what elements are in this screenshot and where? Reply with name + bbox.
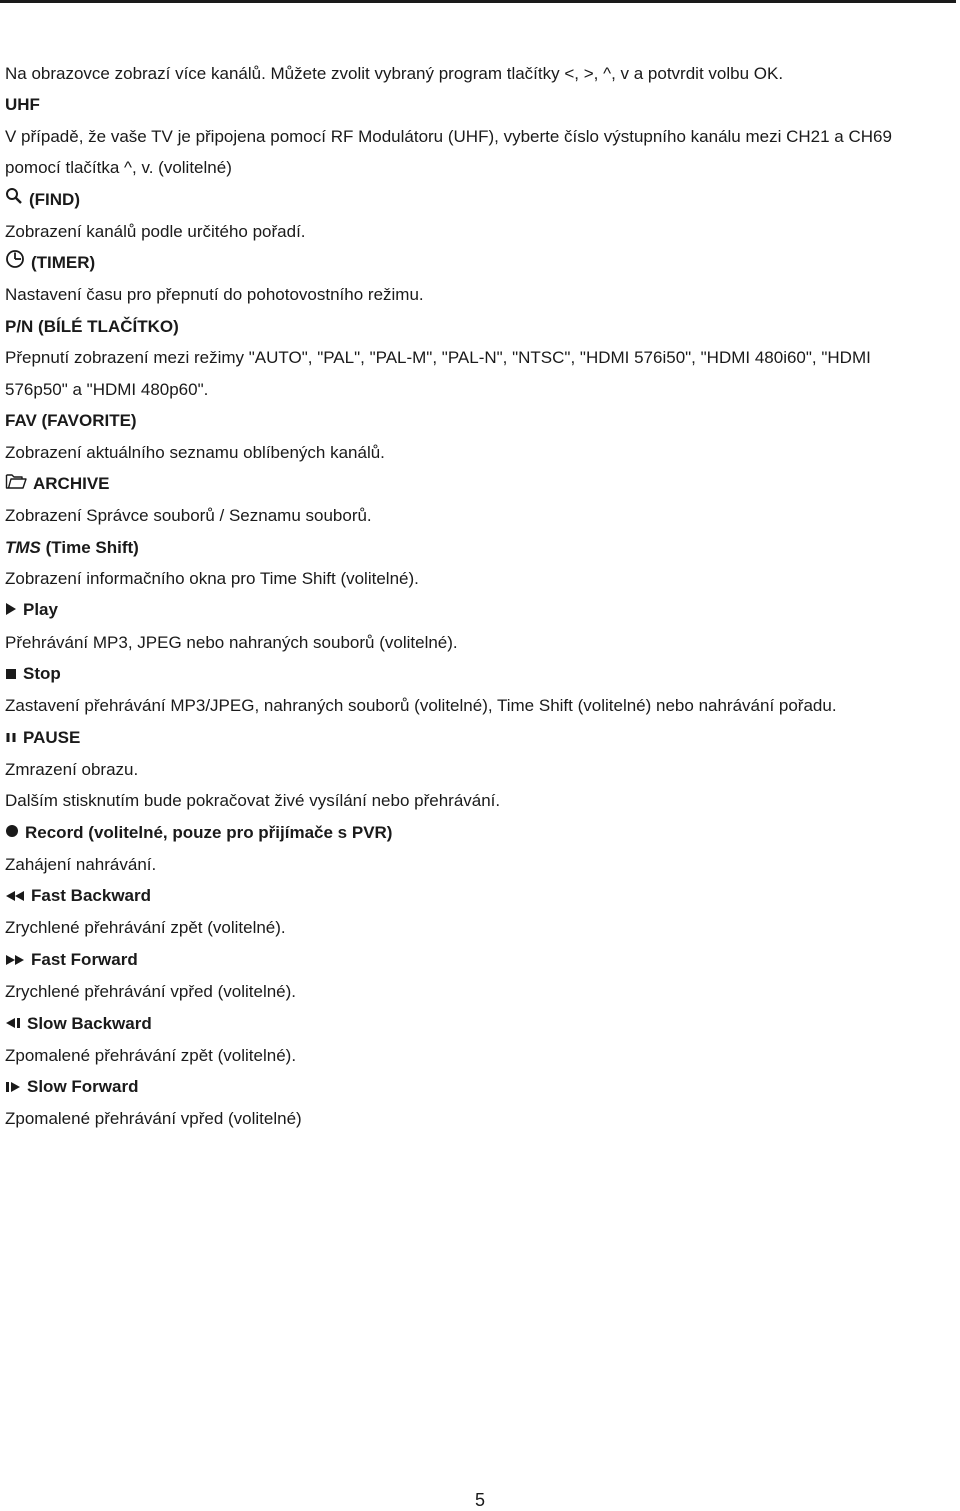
record-title: Record (volitelné, pouze pro přijímače s PVR) [25, 822, 393, 842]
slow-backward-text: Zpomalené přehrávání zpět (volitelné). [5, 1045, 297, 1065]
play-title: Play [23, 600, 58, 620]
uhf-text-1: V případě, že vaše TV je připojena pomocí RF Modulátoru (UHF), vyberte číslo výstupního kanálu mezi CH21 a CH69 [5, 126, 892, 146]
uhf-heading: UHF [5, 95, 40, 115]
top-rule [0, 0, 956, 3]
timer-title: (TIMER) [31, 253, 96, 273]
folder-icon [5, 469, 27, 500]
tms-heading [5, 532, 955, 563]
slow-forward-text: Zpomalené přehrávání vpřed (volitelné) [5, 1109, 302, 1129]
document-body [5, 58, 955, 1135]
tms-title: (Time Shift) [45, 537, 139, 557]
find-text: Zobrazení kanálů podle určitého pořadí. [5, 221, 306, 241]
find-title: (FIND) [29, 189, 80, 209]
clock-icon [5, 248, 25, 279]
pn-heading: P/N (BÍLÉ TLAČÍTKO) [5, 316, 179, 336]
fast-backward-title: Fast Backward [31, 886, 151, 906]
fav-heading: FAV (FAVORITE) [5, 411, 137, 431]
timer-text: Nastavení času pro přepnutí do pohotovostního režimu. [5, 285, 424, 305]
search-icon [5, 184, 23, 215]
stop-text: Zastavení přehrávání MP3/JPEG, nahraných souborů (volitelné), Time Shift (volitelné) nebo nahrávání pořadu. [5, 696, 837, 716]
fast-backward-icon [5, 881, 25, 912]
record-text: Zahájení nahrávání. [5, 854, 157, 874]
archive-heading [5, 468, 955, 500]
archive-title: ARCHIVE [33, 473, 110, 493]
uhf-text-2: pomocí tlačítka ^, v. (volitelné) [5, 158, 232, 178]
slow-forward-heading [5, 1071, 955, 1103]
slow-backward-title: Slow Backward [27, 1013, 152, 1033]
slow-backward-heading [5, 1008, 955, 1040]
fast-forward-text: Zrychlené přehrávání vpřed (volitelné). [5, 982, 297, 1002]
stop-icon [5, 659, 17, 690]
slow-forward-icon [5, 1072, 21, 1103]
play-icon [5, 595, 17, 626]
find-heading [5, 184, 955, 216]
intro-text: Na obrazovce zobrazí více kanálů. Můžete zvolit vybraný program tlačítky <, >, ^, v a potvrdit volbu OK. [5, 64, 784, 83]
fast-backward-heading [5, 880, 955, 912]
pause-text-2: Dalším stisknutím bude pokračovat živé vysílání nebo přehrávání. [5, 791, 501, 811]
stop-heading [5, 658, 955, 690]
pause-heading [5, 722, 955, 754]
record-heading [5, 817, 955, 849]
pn-text-2: 576p50" a "HDMI 480p60". [5, 379, 209, 399]
fast-forward-title: Fast Forward [31, 949, 138, 969]
timer-heading [5, 247, 955, 279]
pause-icon [5, 722, 17, 753]
page-number: 5 [474, 1490, 485, 1510]
tms-abbr: TMS [5, 537, 41, 557]
pause-text-1: Zmrazení obrazu. [5, 759, 139, 779]
slow-forward-title: Slow Forward [27, 1077, 139, 1097]
fast-backward-text: Zrychlené přehrávání zpět (volitelné). [5, 918, 286, 938]
fav-text: Zobrazení aktuálního seznamu oblíbených kanálů. [5, 442, 385, 462]
record-icon [5, 817, 19, 848]
fast-forward-heading [5, 944, 955, 976]
pn-text-1: Přepnutí zobrazení mezi režimy "AUTO", "PAL", "PAL-M", "PAL-N", "NTSC", "HDMI 576i50", "HDMI 480i60", "HDMI [5, 348, 871, 368]
archive-text: Zobrazení Správce souborů / Seznamu souborů. [5, 506, 372, 526]
play-heading [5, 594, 955, 626]
slow-backward-icon [5, 1008, 21, 1039]
tms-text: Zobrazení informačního okna pro Time Shift (volitelné). [5, 568, 419, 588]
stop-title: Stop [23, 663, 61, 683]
fast-forward-icon [5, 945, 25, 976]
pause-title: PAUSE [23, 727, 81, 747]
play-text: Přehrávání MP3, JPEG nebo nahraných souborů (volitelné). [5, 632, 458, 652]
